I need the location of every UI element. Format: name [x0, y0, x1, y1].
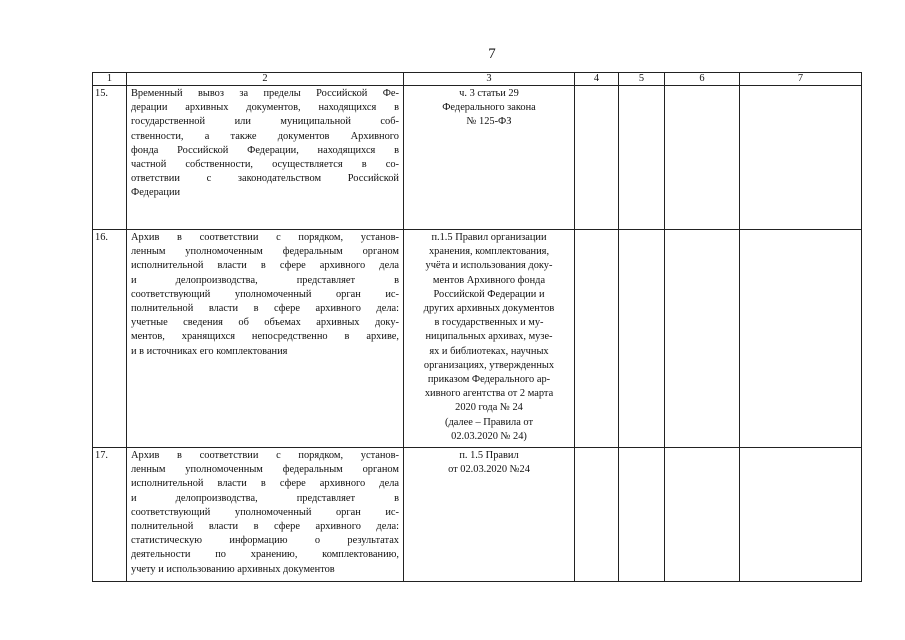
row-number: 16. [93, 230, 127, 448]
description-line: деятельности по хранению, комплектованию, [131, 549, 399, 561]
description-line: государственной или муниципальной соб- [131, 116, 399, 128]
basis-line: 02.03.2020 № 24) [451, 430, 527, 442]
description-line: Временный вывоз за пределы Российской Фе- [131, 88, 399, 99]
legal-basis [404, 230, 575, 448]
table-row [93, 86, 862, 230]
description-line: и делопроизводства, представляет в [131, 492, 399, 504]
description-line: ответствии с законодательством Российской [131, 173, 399, 185]
basis-line: организациях, утвержденных [423, 359, 555, 371]
row-number: 15. [93, 86, 127, 230]
description-line: полнительной власти в сфере архивного дела: [131, 303, 399, 315]
column-header-1: 1 [93, 73, 127, 86]
description-line: полнительной власти в сфере архивного дела: [131, 521, 399, 533]
description-line: учету и использованию архивных документов [131, 563, 335, 575]
description-line: фонда Российской Федерации, находящихся в [131, 144, 399, 156]
basis-line: хранения, комплектования, [428, 246, 550, 258]
empty-cell-col5 [619, 86, 665, 230]
requirement-description [127, 86, 404, 230]
empty-cell-col5 [619, 448, 665, 582]
basis-line: № 125-ФЗ [466, 116, 512, 128]
description-line: исполнительной власти в сфере архивного дела [131, 478, 399, 490]
legal-basis [404, 86, 575, 230]
table-row [93, 230, 862, 448]
description-line: соответствующий уполномоченный орган ис- [131, 288, 399, 300]
column-header-6: 6 [665, 73, 740, 86]
description-line: Архив в соответствии с порядком, установ- [131, 232, 399, 243]
description-line: ленным уполномоченным федеральным органом [131, 246, 399, 258]
column-number-row [93, 73, 862, 86]
basis-line: хивного агентства от 2 марта [424, 388, 554, 400]
column-header-3: 3 [404, 73, 575, 86]
description-line: исполнительной власти в сфере архивного дела [131, 260, 399, 272]
basis-line: ч. 3 статьи 29 [459, 88, 519, 99]
basis-line: в государственных и му- [434, 317, 544, 329]
description-line: статистическую информацию о результатах [131, 535, 399, 547]
basis-line: других архивных документов [423, 303, 555, 315]
empty-cell-col7 [740, 86, 862, 230]
basis-line: приказом Федерального ар- [427, 374, 551, 386]
empty-cell-col5 [619, 230, 665, 448]
requirement-description [127, 230, 404, 448]
basis-line: п. 1.5 Правил [459, 450, 519, 461]
basis-line: Российской Федерации и [433, 288, 545, 300]
legal-basis [404, 448, 575, 582]
requirement-description [127, 448, 404, 582]
empty-cell-col6 [665, 86, 740, 230]
empty-cell-col4 [575, 86, 619, 230]
empty-cell-col4 [575, 230, 619, 448]
description-line: учетные сведения об объемах архивных доку- [131, 317, 399, 329]
column-header-4: 4 [575, 73, 619, 86]
description-line: ственности, а также документов Архивного [131, 130, 399, 142]
description-line: и в источниках его комплектования [131, 345, 288, 357]
description-line: ленным уполномоченным федеральным органом [131, 464, 399, 476]
description-line: дерации архивных документов, находящихся в [131, 102, 399, 114]
basis-line: п.1.5 Правил организации [431, 232, 547, 243]
empty-cell-col7 [740, 448, 862, 582]
basis-line: учёта и использования доку- [425, 260, 553, 272]
basis-line: ниципальных архивах, музе- [425, 331, 553, 343]
basis-line: ментов Архивного фонда [432, 274, 546, 286]
column-header-5: 5 [619, 73, 665, 86]
column-header-2: 2 [127, 73, 404, 86]
basis-line: 2020 года № 24 [455, 402, 523, 414]
table-row [93, 448, 862, 582]
basis-line: Федерального закона [442, 102, 536, 114]
basis-line: от 02.03.2020 №24 [448, 464, 530, 476]
description-line: и делопроизводства, представляет в [131, 274, 399, 286]
description-line: ментов, хранящихся непосредственно в архиве, [131, 331, 399, 343]
page-number: 7 [488, 46, 496, 62]
description-line: соответствующий уполномоченный орган ис- [131, 506, 399, 518]
basis-line: (далее – Правила от [444, 416, 534, 428]
document-table [92, 72, 862, 582]
row-number: 17. [93, 448, 127, 582]
description-line: частной собственности, осуществляется в со- [131, 159, 399, 171]
empty-cell-col4 [575, 448, 619, 582]
column-header-7: 7 [740, 73, 862, 86]
empty-cell-col6 [665, 448, 740, 582]
description-line: Архив в соответствии с порядком, установ- [131, 450, 399, 461]
basis-line: ях и библиотеках, научных [429, 345, 549, 357]
empty-cell-col7 [740, 230, 862, 448]
empty-cell-col6 [665, 230, 740, 448]
description-line: Федерации [131, 187, 181, 199]
